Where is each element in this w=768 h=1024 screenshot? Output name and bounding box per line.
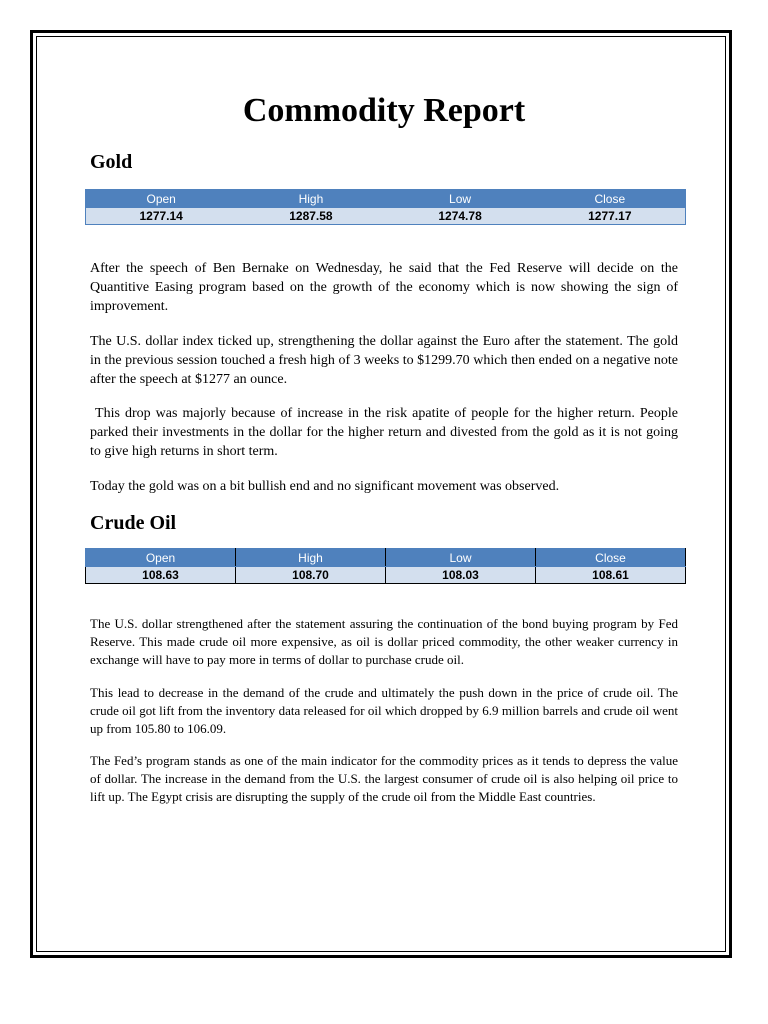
crude-low-header: Low	[386, 549, 536, 567]
gold-paragraph-2: The U.S. dollar index ticked up, strengthening the dollar against the Euro after the statement. The gold in the previous session touched a fresh high of 3 weeks to $1299.70 which then ended on a negative note after the speech at $1277 an ounce.	[90, 334, 678, 387]
table-header-row	[86, 190, 686, 208]
crude-low-value: 108.03	[386, 567, 536, 584]
gold-low-header: Low	[385, 190, 534, 208]
crude-open-value: 108.63	[86, 567, 236, 584]
gold-heading: Gold	[90, 151, 133, 173]
crude-paragraph-1: The U.S. dollar strengthened after the statement assuring the continuation of the bond buying program by Fed Reserve. This made crude oil more expensive, as oil is dollar priced commodity, the other weaker currency in exchange will have to pay more in terms of dollar to purchase crude oil.	[90, 616, 678, 667]
crude-oil-price-table	[85, 548, 686, 584]
table-header-row	[86, 549, 686, 567]
gold-low-value: 1274.78	[385, 208, 534, 225]
gold-price-table	[85, 189, 686, 225]
gold-close-value: 1277.17	[535, 208, 686, 225]
table-row	[86, 567, 686, 584]
gold-high-value: 1287.58	[236, 208, 385, 225]
gold-high-header: High	[236, 190, 385, 208]
crude-oil-heading: Crude Oil	[90, 512, 177, 534]
crude-high-value: 108.70	[236, 567, 386, 584]
crude-paragraph-2: This lead to decrease in the demand of the crude and ultimately the push down in the price of crude oil. The crude oil got lift from the inventory data released for oil which dropped by 6.9 million barrels and crude oil went up from 105.80 to 106.09.	[90, 685, 678, 736]
crude-paragraph-3: The Fed’s program stands as one of the main indicator for the commodity prices as it tends to depress the value of dollar. The increase in the demand from the U.S. the largest consumer of crude oil is also helping oil price to lift up. The Egypt crisis are disrupting the supply of the crude oil from the Middle East countries.	[90, 753, 678, 804]
gold-paragraph-3: This drop was majorly because of increase in the risk apatite of people for the higher return. People parked their investments in the dollar for the higher return and divested from the gold as it is not going to give high returns in short term.	[90, 406, 682, 459]
gold-open-value: 1277.14	[86, 208, 237, 225]
table-row	[86, 208, 686, 225]
gold-close-header: Close	[535, 190, 686, 208]
crude-close-header: Close	[536, 549, 686, 567]
gold-open-header: Open	[86, 190, 237, 208]
crude-close-value: 108.61	[536, 567, 686, 584]
crude-open-header: Open	[86, 549, 236, 567]
gold-paragraph-4: Today the gold was on a bit bullish end and no significant movement was observed.	[90, 479, 560, 494]
report-title: Commodity Report	[242, 92, 526, 129]
crude-high-header: High	[236, 549, 386, 567]
gold-paragraph-1: After the speech of Ben Bernake on Wednesday, he said that the Fed Reserve will decide on the Quantitive Easing program based on the growth of the economy which is now showing the sign of improvement.	[90, 261, 678, 314]
